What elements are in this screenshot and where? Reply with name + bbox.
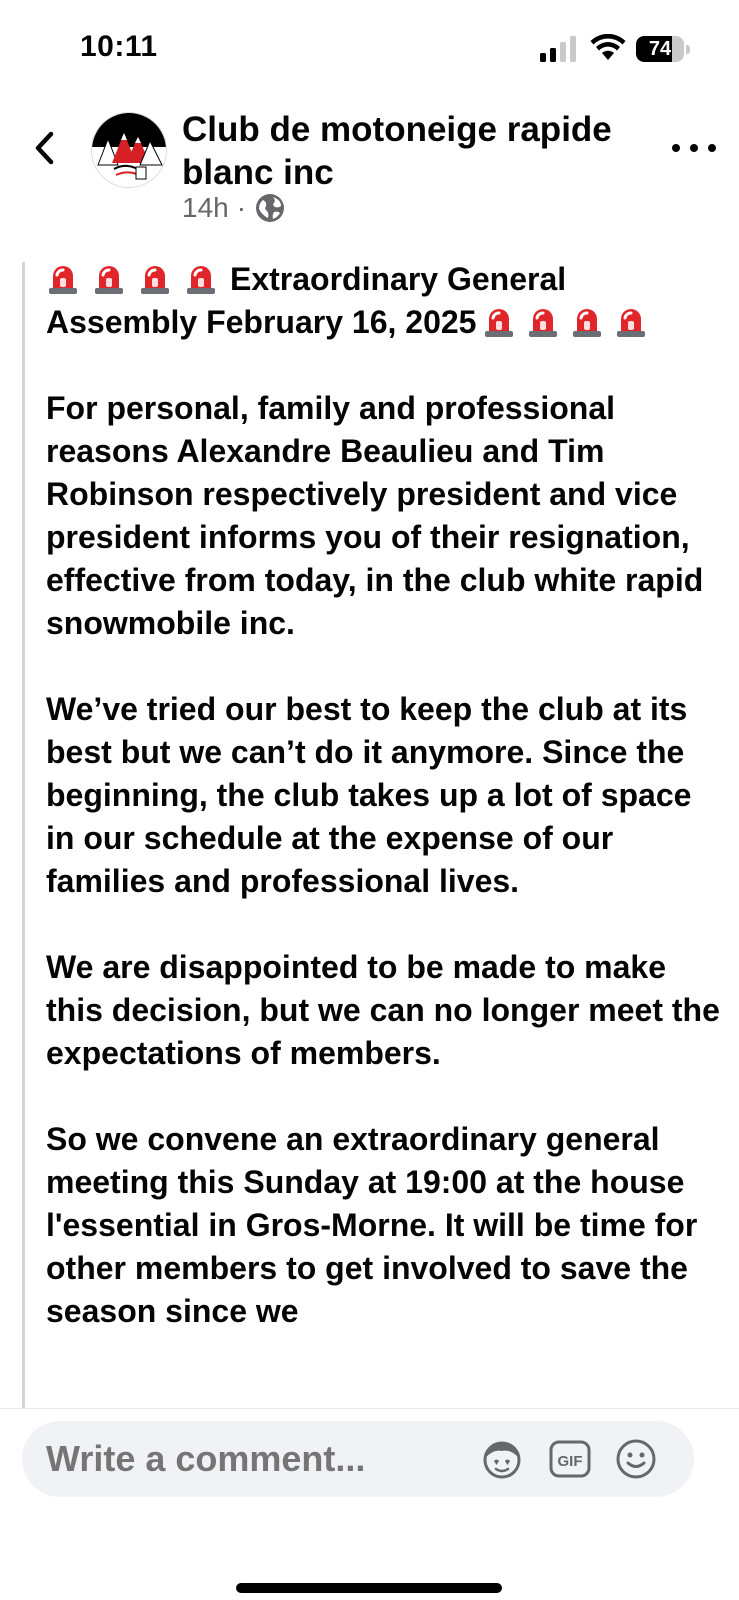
cellular-signal-icon	[540, 36, 578, 62]
battery-indicator	[636, 36, 690, 62]
siren-icon	[614, 304, 648, 338]
comment-input[interactable]	[46, 1421, 486, 1497]
more-dots-icon	[672, 144, 680, 152]
status-bar	[0, 0, 739, 100]
globe-icon[interactable]	[254, 192, 286, 224]
more-options-button[interactable]	[672, 136, 716, 160]
post-paragraph: So we convene an extraordinary general meeting this Sunday at 19:00 at the house l'essential in Gros-Morne. It will be time for other members to get involved to save the season since we	[46, 1121, 698, 1329]
post-meta	[182, 192, 286, 224]
page-name[interactable]: Club de motoneige rapide blanc inc	[182, 110, 612, 192]
home-indicator[interactable]	[236, 1583, 502, 1593]
wifi-icon	[590, 34, 626, 62]
post-body	[46, 258, 722, 1408]
post-paragraph: We’ve tried our best to keep the club at its best but we can’t do it anymore. Since the beginning, the club takes up a lot of space in our schedule at the expense of our families and professional lives.	[46, 691, 692, 899]
smiley-icon[interactable]	[614, 1437, 658, 1481]
battery-level: 74	[648, 38, 672, 60]
sirens-end	[482, 301, 658, 344]
comment-bar	[0, 1408, 739, 1600]
status-time: 10:11	[80, 30, 158, 63]
post-left-rule	[22, 262, 25, 1408]
avatar-sticker-icon[interactable]	[480, 1437, 524, 1481]
page-avatar[interactable]	[91, 112, 167, 188]
siren-icon	[184, 261, 218, 295]
post-paragraph: For personal, family and professional reasons Alexandre Beaulieu and Tim Robinson respectively president and vice president informs you of their resignation, effective from today, in the club white rapid snowmobile inc.	[46, 390, 704, 641]
post-header	[0, 100, 739, 240]
post-title: Extraordinary General Assembly February 16, 2025	[46, 261, 567, 340]
post-title-line	[46, 258, 722, 344]
gif-icon[interactable]	[548, 1437, 592, 1481]
siren-icon	[526, 304, 560, 338]
gif-label: GIF	[557, 1453, 583, 1470]
post-paragraph: We are disappointed to be made to make this decision, but we can no longer meet the expectations of members.	[46, 949, 720, 1071]
sirens-start	[46, 261, 230, 297]
back-button[interactable]	[26, 126, 62, 170]
siren-icon	[570, 304, 604, 338]
siren-icon	[92, 261, 126, 295]
siren-icon	[138, 261, 172, 295]
club-logo-icon	[92, 113, 167, 188]
chevron-left-icon	[32, 128, 56, 168]
meta-separator: ·	[236, 192, 247, 223]
post-time[interactable]: 14h	[182, 192, 229, 223]
comment-box[interactable]	[22, 1421, 694, 1497]
siren-icon	[482, 304, 516, 338]
siren-icon	[46, 261, 80, 295]
